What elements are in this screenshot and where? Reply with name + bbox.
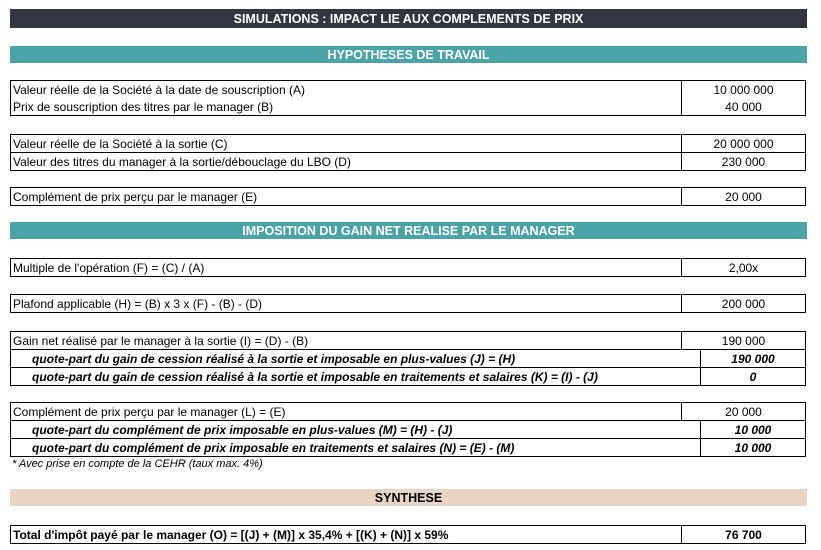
- row-value: 190 000: [700, 350, 805, 367]
- row-value: 20 000: [681, 188, 805, 205]
- table-row: [11, 135, 805, 152]
- hypotheses-header: HYPOTHESES DE TRAVAIL: [10, 46, 807, 63]
- synthese-header: SYNTHESE: [10, 489, 807, 506]
- table-row: [11, 152, 805, 170]
- row-value: 190 000: [681, 332, 805, 349]
- imposition-block-complement: [10, 402, 806, 457]
- row-label: Prix de souscription des titres par le manager (B): [13, 99, 274, 114]
- row-value: 2,00x: [681, 259, 805, 276]
- table-row: [11, 81, 805, 98]
- row-value: 200 000: [681, 295, 805, 312]
- row-label: Valeur des titres du manager à la sortie/débouclage du LBO (D): [13, 154, 351, 169]
- row-label: Gain net réalisé par le manager à la sortie (I) = (D) - (B): [13, 333, 309, 348]
- imposition-block-multiple: [10, 258, 806, 277]
- footnote: * Avec prise en compte de la CEHR (taux max. 4%): [12, 458, 263, 470]
- row-label: Complément de prix perçu par le manager (E): [13, 189, 258, 204]
- table-row: [11, 98, 805, 115]
- row-label: quote-part du complément de prix imposable en plus-values (M) = (H) - (J): [32, 422, 453, 437]
- row-label: quote-part du gain de cession réalisé à la sortie et imposable en plus-values (J) = (H): [32, 351, 516, 366]
- row-value: 76 700: [681, 526, 805, 543]
- table-row: [11, 438, 805, 456]
- row-value: 230 000: [681, 153, 805, 170]
- table-row: [11, 259, 805, 276]
- row-value: 10 000: [700, 439, 805, 456]
- imposition-block-gain: [10, 331, 806, 386]
- row-value: 10 000 000: [681, 81, 805, 98]
- page-title: SIMULATIONS : IMPACT LIE AUX COMPLEMENTS DE PRIX: [10, 9, 807, 28]
- table-row: [11, 295, 805, 312]
- row-label: Valeur réelle de la Société à la sortie (C): [13, 136, 228, 151]
- row-label: Complément de prix perçu par le manager (L) = (E): [13, 404, 286, 419]
- table-row: [11, 349, 805, 367]
- row-value: 20 000: [681, 403, 805, 420]
- table-row: [11, 332, 805, 349]
- table-row: [11, 188, 805, 205]
- table-row: [11, 367, 805, 385]
- row-value: 0: [700, 368, 805, 385]
- table-row: [11, 420, 805, 438]
- table-row: [11, 526, 805, 543]
- hypotheses-block-1: [10, 80, 806, 116]
- hypotheses-block-3: [10, 187, 806, 206]
- row-value: 40 000: [681, 98, 805, 115]
- imposition-block-plafond: [10, 294, 806, 313]
- row-value: 10 000: [700, 421, 805, 438]
- row-label: Multiple de l'opération (F) = (C) / (A): [13, 260, 205, 275]
- hypotheses-block-2: [10, 134, 806, 171]
- table-row: [11, 403, 805, 420]
- row-label: Plafond applicable (H) = (B) x 3 x (F) - (B) - (D): [13, 296, 263, 311]
- row-label: Valeur réelle de la Société à la date de souscription (A): [13, 82, 305, 97]
- row-value: 20 000 000: [681, 135, 805, 152]
- row-label: quote-part du complément de prix imposable en traitements et salaires (N) = (E) - (M): [32, 440, 515, 455]
- imposition-header: IMPOSITION DU GAIN NET REALISE PAR LE MANAGER: [10, 222, 807, 239]
- synthese-block: [10, 525, 806, 544]
- row-label: Total d'impôt payé par le manager (O) = [(J) + (M)] x 35,4% + [(K) + (N)] x 59%: [13, 527, 449, 542]
- row-label: quote-part du gain de cession réalisé à la sortie et imposable en traitements et salaires (K) = (I) - (J): [32, 369, 598, 384]
